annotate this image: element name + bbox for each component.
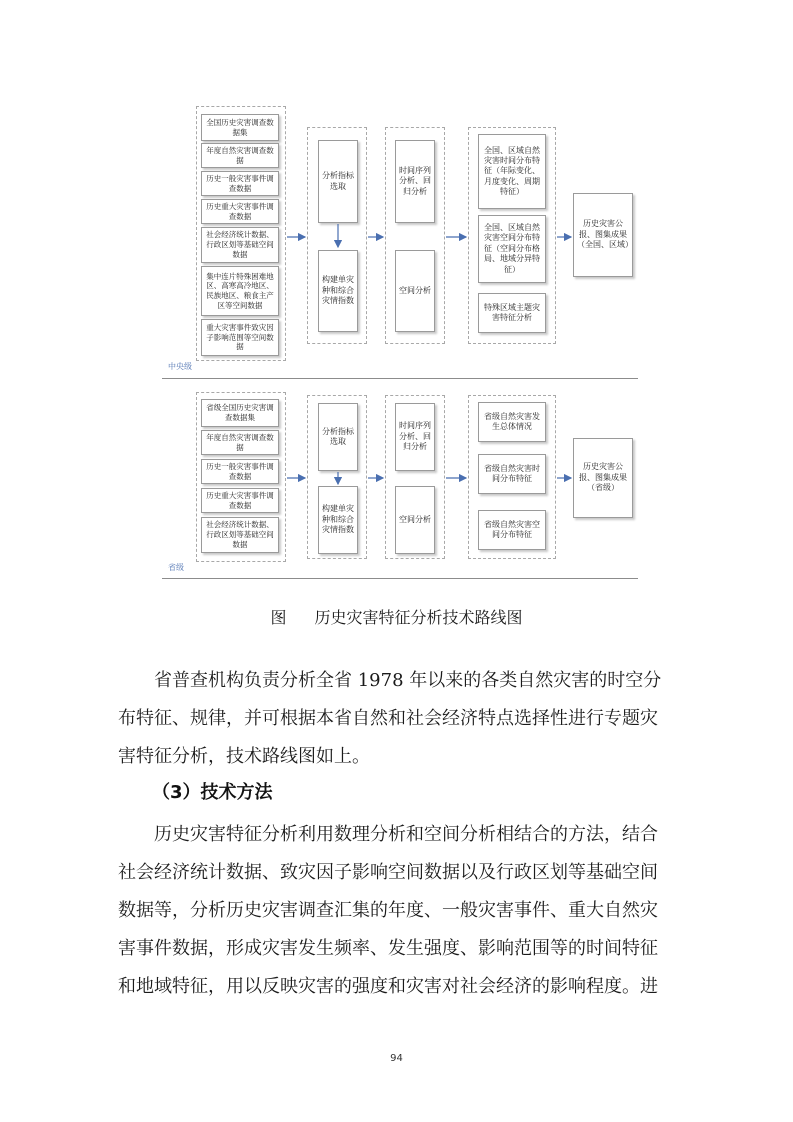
provincial-index-box: 构建单灾种和综合灾情指数 xyxy=(318,486,358,554)
provincial-timeseries-box: 时间序列分析、回归分析 xyxy=(395,403,435,471)
central-input-box: 年度自然灾害调查数据 xyxy=(201,143,279,168)
central-input-box: 重大灾害事件致灾因子影响范围等空间数据 xyxy=(201,319,279,356)
provincial-spatial-box: 空间分析 xyxy=(395,486,435,554)
provincial-output-box: 历史灾害公报、图集成果（省级） xyxy=(573,438,633,518)
paragraph-line: 害事件数据，形成灾害发生频率、发生强度、影响范围等的时间特征 xyxy=(118,938,658,959)
paragraph-line: 和地域特征，用以反映灾害的强度和灾害对社会经济的影响程度。进 xyxy=(118,976,658,997)
figure-title: 历史灾害特征分析技术路线图 xyxy=(314,608,523,627)
paragraph-line: 害特征分析，技术路线图如上。 xyxy=(118,746,370,767)
central-input-box: 社会经济统计数据、行政区划等基础空间数据 xyxy=(201,227,279,263)
central-level-label: 中央级 xyxy=(168,362,192,371)
central-index-box: 构建单灾种和综合灾情指数 xyxy=(318,250,358,332)
section-heading: （3）技术方法 xyxy=(152,782,273,803)
provincial-result-box: 省级自然灾害时间分布特征 xyxy=(478,454,546,494)
page-number: 94 xyxy=(390,1053,403,1064)
central-input-box: 历史一般灾害事件调查数据 xyxy=(201,171,279,196)
provincial-level-label: 省级 xyxy=(168,563,184,572)
paragraph-line: 社会经济统计数据、致灾因子影响空间数据以及行政区划等基础空间 xyxy=(118,862,658,883)
paragraph-line: 布特征、规律，并可根据本省自然和社会经济特点选择性进行专题灾 xyxy=(118,708,658,729)
central-timeseries-box: 时间序列分析、回归分析 xyxy=(395,140,435,223)
central-input-box: 历史重大灾害事件调查数据 xyxy=(201,199,279,224)
body-paragraph xyxy=(118,816,680,1006)
provincial-input-box: 省级全国历史灾害调查数据集 xyxy=(201,399,279,427)
paragraph-line: 数据等，分析历史灾害调查汇集的年度、一般灾害事件、重大自然灾 xyxy=(118,900,658,921)
provincial-input-box: 社会经济统计数据、行政区划等基础空间数据 xyxy=(201,517,279,553)
provincial-indicator-box: 分析指标选取 xyxy=(318,403,358,471)
central-indicator-box: 分析指标选取 xyxy=(318,140,358,223)
paragraph-line: 省普查机构负责分析全省 1978 年以来的各类自然灾害的时空分 xyxy=(154,670,662,691)
central-output-box: 历史灾害公报、图集成果（全国、区域） xyxy=(573,193,633,277)
provincial-result-box: 省级自然灾害空间分布特征 xyxy=(478,510,546,550)
central-result-box: 全国、区域自然灾害空间分布特征（空间分布格局、地域分异特征） xyxy=(478,215,546,283)
central-input-box: 集中连片特殊困难地区、高寒高冷地区、民族地区、粮食主产区等空间数据 xyxy=(201,266,279,316)
provincial-input-box: 年度自然灾害调查数据 xyxy=(201,430,279,455)
paragraph-line: 历史灾害特征分析利用数理分析和空间分析相结合的方法，结合 xyxy=(154,824,658,845)
provincial-result-box: 省级自然灾害发生总体情况 xyxy=(478,402,546,442)
central-input-box: 全国历史灾害调查数据集 xyxy=(201,114,279,141)
body-paragraph xyxy=(118,662,680,776)
figure-label: 图 xyxy=(270,608,287,627)
provincial-input-box: 历史重大灾害事件调查数据 xyxy=(201,488,279,513)
central-spatial-box: 空间分析 xyxy=(395,250,435,332)
central-result-box: 特殊区域主题灾害特征分析 xyxy=(478,293,546,333)
figure-caption xyxy=(0,605,793,628)
provincial-input-box: 历史一般灾害事件调查数据 xyxy=(201,459,279,484)
central-result-box: 全国、区域自然灾害时间分布特征（年际变化、月度变化、周期特征） xyxy=(478,134,546,209)
